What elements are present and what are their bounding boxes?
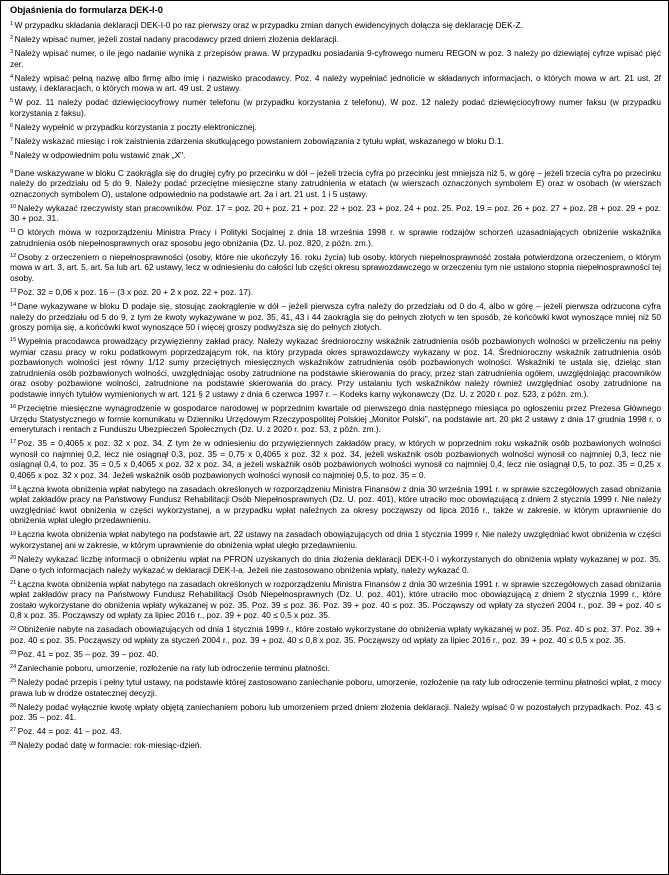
note-text: Poz. 35 = 0,4065 x poz. 32 x poz. 34. Z tym że w odniesieniu do przywięziennych zakładów pracy, w których w poprzednim roku wskaźnik osób pozbawionych wolności wynosił co najmniej 0,2, lecz nie osiągnął 0,3, poz. 35 = 0,75 x 0,4065 x poz. 32 x poz. 34, jeżeli wskaźnik osób pozbawionych wolności wynosił co najmniej 0,3, lecz nie osiągnął 0,4, to poz. 35 = 0,5 x 0,4065 x poz. 32 x poz. 34, a jeżeli wskaźnik osób pozbawionych wolności wynosił co najmniej 0,4, lecz nie osiągnął 0,5, to poz. 35 = 0,25 x 0,4065 x poz. 32 x poz. 34. Jeżeli wskaźnik osób pozbawionych wolności wynosił co najmniej 0,5, to poz. 35 = 0. xyxy=(10,438,661,480)
note-text: Należy wpisać pełną nazwę albo firmę albo imię i nazwisko pracodawcy. Poz. 4 należy wypełniać jednolicie w składanych informacjach, o których mowa w art. 21 ust. 2f ustawy, i deklaracjach, o których mowa w art. 49 ust. 2 ustawy. xyxy=(10,72,661,94)
note-number: 22 xyxy=(10,625,17,632)
note-item xyxy=(10,529,661,550)
note-item xyxy=(10,663,661,674)
note-number: 1 xyxy=(10,21,14,28)
note-text: Osoby z orzeczeniem o niepełnosprawności (osoby, które nie ukończyły 16. roku życia) lub osoby, których niepełnosprawność została potwierdzona orzeczeniem, o którym mowa w art. 3, art. 5, art. 5a lub art. 62 ustawy, lecz w odniesieniu do całości lub części okresu sprawozdawczego w orzeczeniu tym nie ustalono stopnia niepełnosprawności tej osoby. xyxy=(10,251,661,283)
note-number: 25 xyxy=(10,678,17,685)
note-number: 10 xyxy=(10,203,17,210)
note-item xyxy=(10,227,661,248)
note-item xyxy=(10,579,661,621)
note-number: 11 xyxy=(10,228,16,235)
note-item xyxy=(10,677,661,698)
note-number: 17 xyxy=(10,439,17,446)
note-item xyxy=(10,252,661,284)
note-text: O których mowa w rozporządzeniu Ministra Pracy i Polityki Socjalnej z dnia 18 września 1998 r. w sprawie rodzajów schorzeń uzasadniających obniżenie wskaźnika zatrudnienia osób niepełnosprawnych oraz sposobu jego obniżania (Dz. U. poz. 820, z późn. zm.). xyxy=(10,227,661,248)
note-item xyxy=(10,438,661,480)
note-text: Dane wskazywane w bloku C zaokrągla się do drugiej cyfry po przecinku w dół – jeżeli trzecia cyfra po przecinku jest mniejsza niż 5, w górę – jeżeli trzecia cyfra po przecinku należy do przedziału od 5 do 9. Należy podać przeciętne miesięczne stany zatrudnienia w etatach (w wierszach oznaczonych symbolem E) oraz w osobach (w wierszach oznaczonych symbolem O), ustalone odpowiednio na podstawie art. 2a i art. 21 ust. 1 i 5 ustawy. xyxy=(10,167,661,199)
note-item xyxy=(10,554,661,575)
note-text: Należy wykazać rzeczywisty stan pracowników. Poz. 17 = poz. 20 + poz. 21 + poz. 22 + poz. 23 + poz. 24 + poz. 25. Poz. 19 = poz. 26 + poz. 27 + poz. 28 + poz. 29 + poz. 30 + poz. 31. xyxy=(10,202,661,224)
note-number: 6 xyxy=(10,123,14,130)
note-item xyxy=(10,624,661,645)
note-number: 21 xyxy=(10,579,17,586)
note-text: Dane wykazywane w bloku D podaje się, stosując zaokrąglenie w dół – jeżeli pierwsza cyfra należy do przedziału od 0 do 4, albo w górę – jeżeli pierwsza odrzucona cyfra należy do przedziału od 5 do 9, z tym że kwoty wykazywane w poz. 35, 41, 43 i 44 zaokrągla się do pełnych złotych w ten sposób, że końcówki kwot wynoszące mniej niż 50 groszy pomija się, a końcówki kwot wynoszące 50 i więcej groszy podwyższa się do pełnych złotych. xyxy=(10,301,661,333)
note-text: Należy podać wyłącznie kwotę wpłaty objętą zaniechaniem poboru lub umorzeniem przed dniem złożenia deklaracji. Należy wpisać 0 w pozostałych przypadkach. Poz. 43 ≤ poz. 35 – poz. 41. xyxy=(10,701,661,723)
note-text: Łączna kwota obniżenia wpłat nabytego na zasadach określonych w rozporządzeniu Ministra Finansów z dnia 30 września 1991 r. w sprawie szczegółowych zasad obniżania wpłat zakładów pracy na Państwowy Fundusz Rehabilitacji Osób Niepełnosprawnych (Dz. U. poz. 401), które utraciło moc obowiązującą z dniem 2 stycznia 1999 r. Nie należy uwzględniać kwot obniżenia w części wykorzystanej, a w przypadku wpłat należnych za okresy począwszy od lipca 2016 r., także w zakresie, w którym uprawnienie do obniżenia wpłat uległo przedawnieniu. xyxy=(10,483,661,526)
note-item xyxy=(10,150,661,161)
note-number: 27 xyxy=(10,727,17,734)
note-number: 15 xyxy=(10,337,17,344)
note-text: Należy podać przepis i pełny tytuł ustawy, na podstawie której zastosowano zaniechanie poboru, umorzenie, rozłożenie na raty lub odroczenie terminu płatności wpłat, z mocy prawa lub w drodze ostatecznej decyzji. xyxy=(10,677,661,698)
note-number: 16 xyxy=(10,404,17,411)
note-item xyxy=(10,97,661,118)
note-text: Należy wskazać miesiąc i rok zaistnienia zdarzenia skutkującego powstaniem zobowiązania z tytułu wpłat, wskazanego w bloku D.1. xyxy=(14,135,504,146)
note-number: 5 xyxy=(10,98,14,105)
note-item xyxy=(10,726,661,737)
note-item xyxy=(10,403,661,435)
note-text: Zaniechanie poboru, umorzenie, rozłożenie na raty lub odroczenie terminu płatności. xyxy=(17,662,330,673)
note-text: Przeciętne miesięczne wynagrodzenie w gospodarce narodowej w poprzednim kwartale od pierwszego dnia następnego miesiąca po ogłoszeniu przez Prezesa Głównego Urzędu Statystycznego w formie komunikatu w Dzienniku Urzędowym Rzeczypospolitej Polskiej „Monitor Polski", na podstawie art. 20 pkt 2 ustawy z dnia 17 grudnia 1998 r. o emeryturach i rentach z Funduszu Ubezpieczeń Społecznych (Dz. U. z 2020 r. poz. 53, z późn. zm.). xyxy=(10,402,661,435)
note-item xyxy=(10,122,661,133)
note-item xyxy=(10,301,661,333)
note-number: 20 xyxy=(10,555,17,562)
note-number: 23 xyxy=(10,650,17,657)
note-text: Poz. 41 = poz. 35 – poz. 39 – poz. 40. xyxy=(17,648,159,659)
note-text: Należy wypełnić w przypadku korzystania z poczty elektronicznej. xyxy=(14,121,257,132)
note-text: Łączna kwota obniżenia wpłat nabytego na podstawie art. 22 ustawy na zasadach obowiązujących od dnia 1 stycznia 1999 r. Nie należy uwzględniać kwot obniżenia w części wykorzystanej ani w zakresie, w którym uprawnienie do obniżenia wpłat uległo przedawnieniu. xyxy=(10,529,661,551)
note-item xyxy=(10,136,661,147)
note-item xyxy=(10,649,661,660)
note-text: W poz. 11 należy podać dziewięciocyfrowy numer telefonu (w przypadku korzystania z telefonu). W poz. 12 należy podać dziewięciocyfrowy numer faksu (w przypadku korzystania z faksu). xyxy=(10,97,661,118)
note-number: 12 xyxy=(10,253,17,260)
note-number: 13 xyxy=(10,288,17,295)
note-item xyxy=(10,34,661,45)
note-number: 9 xyxy=(10,168,14,175)
note-item xyxy=(10,168,661,200)
note-item xyxy=(10,702,661,723)
note-number: 3 xyxy=(10,49,14,56)
note-number: 19 xyxy=(10,530,17,537)
note-item xyxy=(10,740,661,751)
note-item xyxy=(10,20,661,31)
note-number: 18 xyxy=(10,484,17,491)
note-text: Należy wpisać numer, o ile jego nadanie wynika z przepisów prawa. W przypadku posiadania 9-cyfrowego numeru REGON w poz. 3 należy po dziewiątej cyfrze wpisać pięć zer. xyxy=(10,48,661,69)
note-text: Należy wykazać liczbę informacji o obniżeniu wpłat na PFRON uzyskanych do dnia złożenia deklaracji DEK-I-0 i wykorzystanych do obniżenia wpłaty wykazanej w poz. 35. Dane o tych informacjach należy wykazać w deklaracji DEK-I-a. Jeżeli nie zastosowano obniżenia wpłaty, należy wykazać 0. xyxy=(10,554,661,575)
note-item xyxy=(10,73,661,94)
page-title: Objaśnienia do formularza DEK-I-0 xyxy=(10,5,163,15)
note-text: W przypadku składania deklaracji DEK-I-0 po raz pierwszy oraz w przypadku zmian danych ewidencyjnych dołącza się deklarację DEK-Z. xyxy=(14,20,523,30)
note-text: Poz. 32 = 0,06 x poz. 16 – (3 x poz. 20 + 2 x poz. 22 + poz. 17). xyxy=(17,286,254,297)
note-number: 2 xyxy=(10,35,14,42)
note-text: Poz. 44 = poz. 41 – poz. 43. xyxy=(17,726,122,737)
note-item xyxy=(10,203,661,224)
note-item xyxy=(10,484,661,526)
note-number: 7 xyxy=(10,137,14,144)
note-text: Łączna kwota obniżenia wpłat nabytego na zasadach określonych w rozporządzeniu Ministra Finansów z dnia 30 września 1991 r. w sprawie szczegółowych zasad obniżania wpłat zakładów pracy na Państwowy Fundusz Rehabilitacji Osób Niepełnosprawnych (Dz. U. poz. 401), które utraciło moc obowiązującą z dniem 2 stycznia 1999 r., które zostało wykorzystane do obniżenia wpłaty wykazanej w poz. 35. Poz. 39 ≤ poz. 36. Poz. 39 + poz. 40 ≤ poz. 35. Począwszy od wpłaty za styczeń 2004 r., poz. 39 + poz. 40 ≤ 0,8 x poz. 35. Począwszy od wpłaty za lipiec 2016 r., poz. 39 + poz. 40 ≤ 0,5 x poz. 35. xyxy=(10,578,661,621)
note-number: 4 xyxy=(10,73,14,80)
note-text: Należy w odpowiednim polu wstawić znak „X". xyxy=(14,149,186,160)
notes-list xyxy=(10,20,661,751)
note-item xyxy=(10,48,661,69)
note-item xyxy=(10,336,661,399)
note-text: Należy wpisać numer, jeżeli został nadany pracodawcy przed dniem złożenia deklaracji. xyxy=(14,34,339,45)
note-number: 28 xyxy=(10,741,17,748)
note-text: Wypełnia pracodawca prowadzący przywięzienny zakład pracy. Należy wykazać średnioroczny wskaźnik zatrudnienia osób pozbawionych wolności w przeliczeniu na pełny wymiar czasu pracy w roku podatkowym poprzedzającym rok, na który przypada okres sprawozdawczy wykazany w poz. 14. Średnioroczny wskaźnik zatrudnienia osób pozbawionych wolności jest równy 1/12 sumy przeciętnych miesięcznych wskaźników zatrudnienia osób pozbawionych wolności. Wskaźniki te ustala się, dzieląc stan zatrudnienia osób pozbawionych wolności, uwzględniając osoby zatrudnione na podstawie skierowania do pracy, przez stan zatrudnienia ogółem, uwzględniając pracowników oraz osoby pozbawione wolności, zatrudnione na podstawie skierowania do pracy. Przy ustalaniu tych wskaźników należy również uwzględniać osoby zatrudnione na podstawie innych tytułów wymienionych w art. 121 § 2 ustawy z dnia 6 czerwca 1997 r. – Kodeks karny wykonawczy (Dz. U. z 2020 r. poz. 523, z późn. zm.). xyxy=(10,336,661,399)
note-number: 8 xyxy=(10,151,14,158)
note-text: Należy podać datę w formacie: rok-miesiąc-dzień. xyxy=(17,740,202,751)
note-text: Obniżenie nabyte na zasadach obowiązujących od dnia 1 stycznia 1999 r., które zostało wykorzystane do obniżenia wpłaty wykazanej w poz. 35. Poz. 40 ≤ poz. 37. Poz. 39 + poz. 40 ≤ poz. 35. Począwszy od wpłaty za styczeń 2004 r., poz. 39 + poz. 40 ≤ 0,8 x poz. 35. Począwszy od wpłaty za lipiec 2016 r., poz. 39 + poz. 40 ≤ 0,5 x poz. 35. xyxy=(10,624,661,645)
note-number: 24 xyxy=(10,664,17,671)
note-number: 26 xyxy=(10,702,17,709)
note-number: 14 xyxy=(10,302,17,309)
note-item xyxy=(10,287,661,298)
